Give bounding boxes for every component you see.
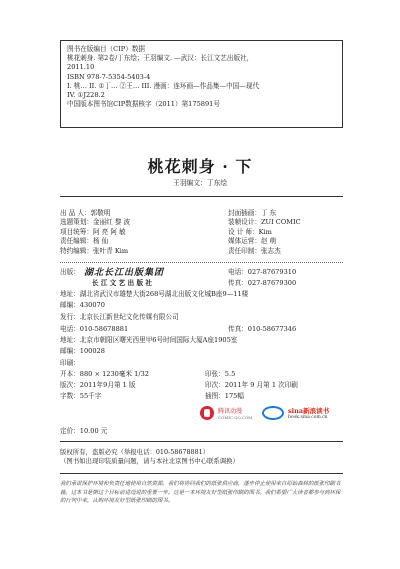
tencent-comic-logo [200,406,252,420]
cip-line: 2011.10 [67,63,95,72]
sheets: 印张：5.5 [205,370,236,378]
format: 开本：880 × 1230毫米 1/32 [60,370,149,378]
word-count: 字数：55千字 [60,392,102,400]
credit-row [60,228,130,237]
credit-value: 郭敬明 [90,209,111,217]
fax-label: 传真： [228,279,248,287]
cip-data-box [60,40,343,128]
credits-left [60,209,130,256]
illustration-count: 插图：175幅 [205,392,244,400]
credit-value: ZUI COMIC [260,218,301,227]
edition: 版次：2011年9月第 1 版 [60,381,136,389]
tencent-comic-url: COMIC.QQ.COM [218,415,253,420]
price: 定价：10.00 元 [60,427,108,435]
credit-label: 封面插画： [228,209,261,217]
publisher-label: 出版： [60,268,80,276]
divider [60,262,343,263]
credit-label: 装帧设计： [228,218,261,227]
credit-value: 金丽红 黎 波 [92,218,131,227]
credit-label: 出 品 人： [60,209,91,217]
credit-label: 选题策划： [60,218,93,227]
cip-line: I. 桃… II. ①丁… ②王… III. 漫画：连环画—作品集—中国—现代 [67,81,260,90]
publisher-postcode: 邮编：430070 [60,301,105,309]
rights-line: 版权所有，盗版必究（举报电话：010-58678881） [60,448,210,456]
publisher-fax [228,279,296,288]
credits-right [228,209,301,256]
cip-line: 中国版本图书馆CIP数据核字（2011）第175891号 [67,100,220,109]
credit-label: 特约编辑： [60,246,93,255]
sina-book-url: book.sina.com.cn [288,415,328,420]
sina-eye-icon [262,406,284,420]
credit-row [228,237,301,246]
credit-value: 丁 东 [260,209,277,217]
credit-row [228,209,301,218]
cip-line: 桃花刺身. 第2卷/丁东绘；王羽编文. —武汉：长江文艺出版社， [67,54,254,63]
book-byline: 王羽编文：丁东绘 [172,179,228,187]
print-run: 印次：2011年 9 月第 1 次印刷 [205,381,298,389]
tencent-comic-icon [200,406,214,420]
rights-notice [60,448,343,466]
credit-value: Kim [258,227,272,236]
phone-label: 电话： [228,268,248,276]
divider [60,473,343,474]
distributor-fax: 传真：010-58677346 [228,325,297,333]
credit-value: 张叶青 Kim [92,246,129,255]
printer: 印刷： [60,359,80,367]
cip-line: ISBN 978-7-5354-5403-4 [67,72,151,81]
cip-heading: 图书在版编目（CIP）数据 [67,45,146,53]
credit-row [60,209,130,218]
credit-label: 责任印制： [228,246,261,255]
credit-label: 责任编辑： [60,237,93,246]
rights-line: （图书如出现印装质量问题，请与本社北京图书中心联系调换） [60,457,239,465]
fax-value: 027-87679300 [247,279,297,287]
sina-book-logo [262,406,329,420]
cip-line: IV. ①J228.2 [67,91,105,100]
publisher-address: 地址：湖北省武汉市雄楚大街268号湖北出版文化城B座9—11楼 [60,290,249,298]
distributor-postcode: 邮编：100028 [60,347,105,355]
tencent-comic-name: 腾讯动漫 [218,408,243,415]
publisher-phone [228,268,296,277]
credit-label: 项目统筹： [60,227,93,236]
distributor: 发行：北京长江新世纪文化传媒有限公司 [60,313,179,321]
book-title: 桃花刺身 · 下 [147,157,253,176]
credit-row [60,218,130,227]
sina-book-name: sina新浪读书 [288,407,330,415]
credit-row [228,218,301,227]
credit-value: 阿 亮 阿 敏 [92,227,126,236]
distributor-phone: 电话：010-58678881 [60,325,129,333]
credit-row [228,228,301,237]
sina-book-text [288,406,329,420]
credit-value: 杨 仙 [92,237,109,246]
eco-paper-note: 我们承诺保护环境和负责任地使用自然资源。我们将协同我们的纸张供应商，逐步停止使用来自原始森林的纸张印刷书籍。这本书是朝这个目标前进迈进的重要一步。这是一本环境友好型纸张印刷的图书。我们希望广大读者都参与到环保的行列中来，认购环境友好型纸张印刷的图书。 [60,481,341,505]
phone-value: 027-87679310 [247,268,297,276]
credit-row [60,237,130,246]
publisher-name: 长 江 文 艺 出 版 社 [92,279,152,287]
credit-value: 张志杰 [260,246,281,255]
publisher-group-logo: 湖北长江出版集团 [84,268,165,278]
distributor-address: 地址：北京市朝阳区曙光西里甲6号时间国际大厦A座1905室 [60,336,238,344]
tencent-comic-text [218,406,252,420]
divider [60,196,343,197]
credit-value: 赵 萌 [260,237,277,246]
credit-row [60,247,130,256]
credit-label: 媒体运营： [228,237,261,246]
credit-row [228,247,301,256]
credit-label: 设 计 师： [228,227,259,236]
divider [60,441,343,442]
